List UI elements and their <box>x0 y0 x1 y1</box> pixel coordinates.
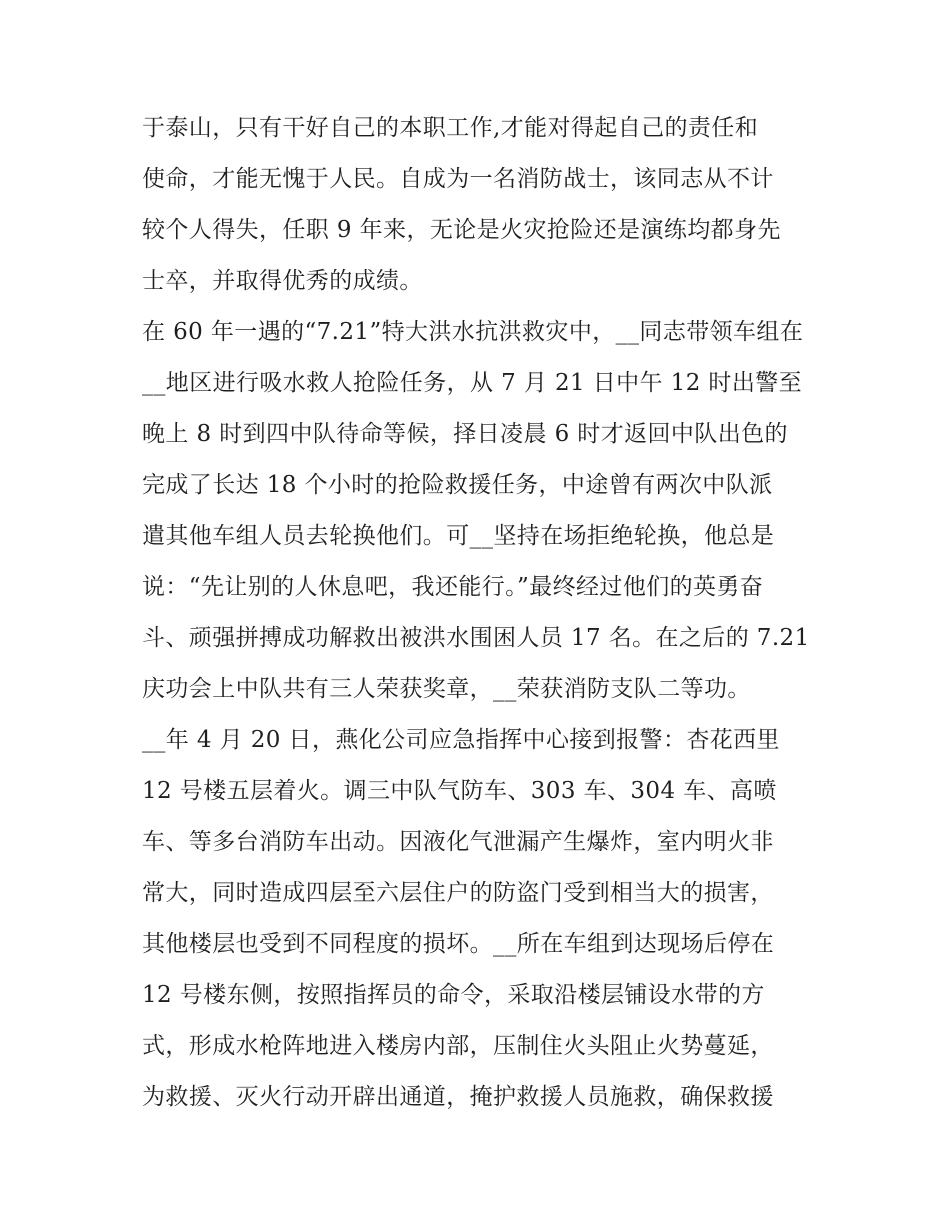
text-line: 12 号楼东侧，按照指挥员的命令，采取沿楼层铺设水带的方 <box>142 982 765 1008</box>
text-line: __年 4 月 20 日，燕化公司应急指挥中心接到报警：杏花西里 <box>142 727 780 753</box>
text-line: 式，形成水枪阵地进入楼房内部，压制住火头阻止火势蔓延， <box>142 1033 774 1059</box>
text-line: 12 号楼五层着火。调三中队气防车、303 车、304 车、高喷 <box>142 778 777 804</box>
text-line: 遣其他车组人员去轮换他们。可__坚持在场拒绝轮换，他总是 <box>142 523 775 549</box>
text-line: __地区进行吸水救人抢险任务，从 7 月 21 日中午 12 时出警至 <box>142 370 803 396</box>
text-line: 士卒，并取得优秀的成绩。 <box>142 268 423 294</box>
text-line: 晚上 8 时到四中队待命等候，择日凌晨 6 时才返回中队出色的 <box>142 421 788 447</box>
text-line: 于泰山，只有干好自己的本职工作,才能对得起自己的责任和 <box>142 115 759 141</box>
text-line: 说：“先让别的人休息吧，我还能行。”最终经过他们的英勇奋 <box>142 574 764 600</box>
text-line: 在 60 年一遇的“7.21”特大洪水抗洪救灾中，__同志带领车组在 <box>142 319 804 345</box>
text-line: 庆功会上中队共有三人荣获奖章，__荣获消防支队二等功。 <box>142 676 751 702</box>
text-line: 斗、顽强拼搏成功解救出被洪水围困人员 17 名。在之后的 7.21 <box>142 625 810 651</box>
body-text <box>142 103 842 1123</box>
text-line: 为救援、灭火行动开辟出通道，掩护救援人员施救，确保救援 <box>142 1084 774 1110</box>
text-line: 常大，同时造成四层至六层住户的防盗门受到相当大的损害， <box>142 880 774 906</box>
text-line: 完成了长达 18 个小时的抢险救援任务，中途曾有两次中队派 <box>142 472 773 498</box>
text-line: 车、等多台消防车出动。因液化气泄漏产生爆炸，室内明火非 <box>142 829 774 855</box>
text-line: 其他楼层也受到不同程度的损坏。__所在车组到达现场后停在 <box>142 931 775 957</box>
text-line: 使命，才能无愧于人民。自成为一名消防战士，该同志从不计 <box>142 166 774 192</box>
text-line: 较个人得失，任职 9 年来，无论是火灾抢险还是演练均都身先 <box>142 217 781 243</box>
